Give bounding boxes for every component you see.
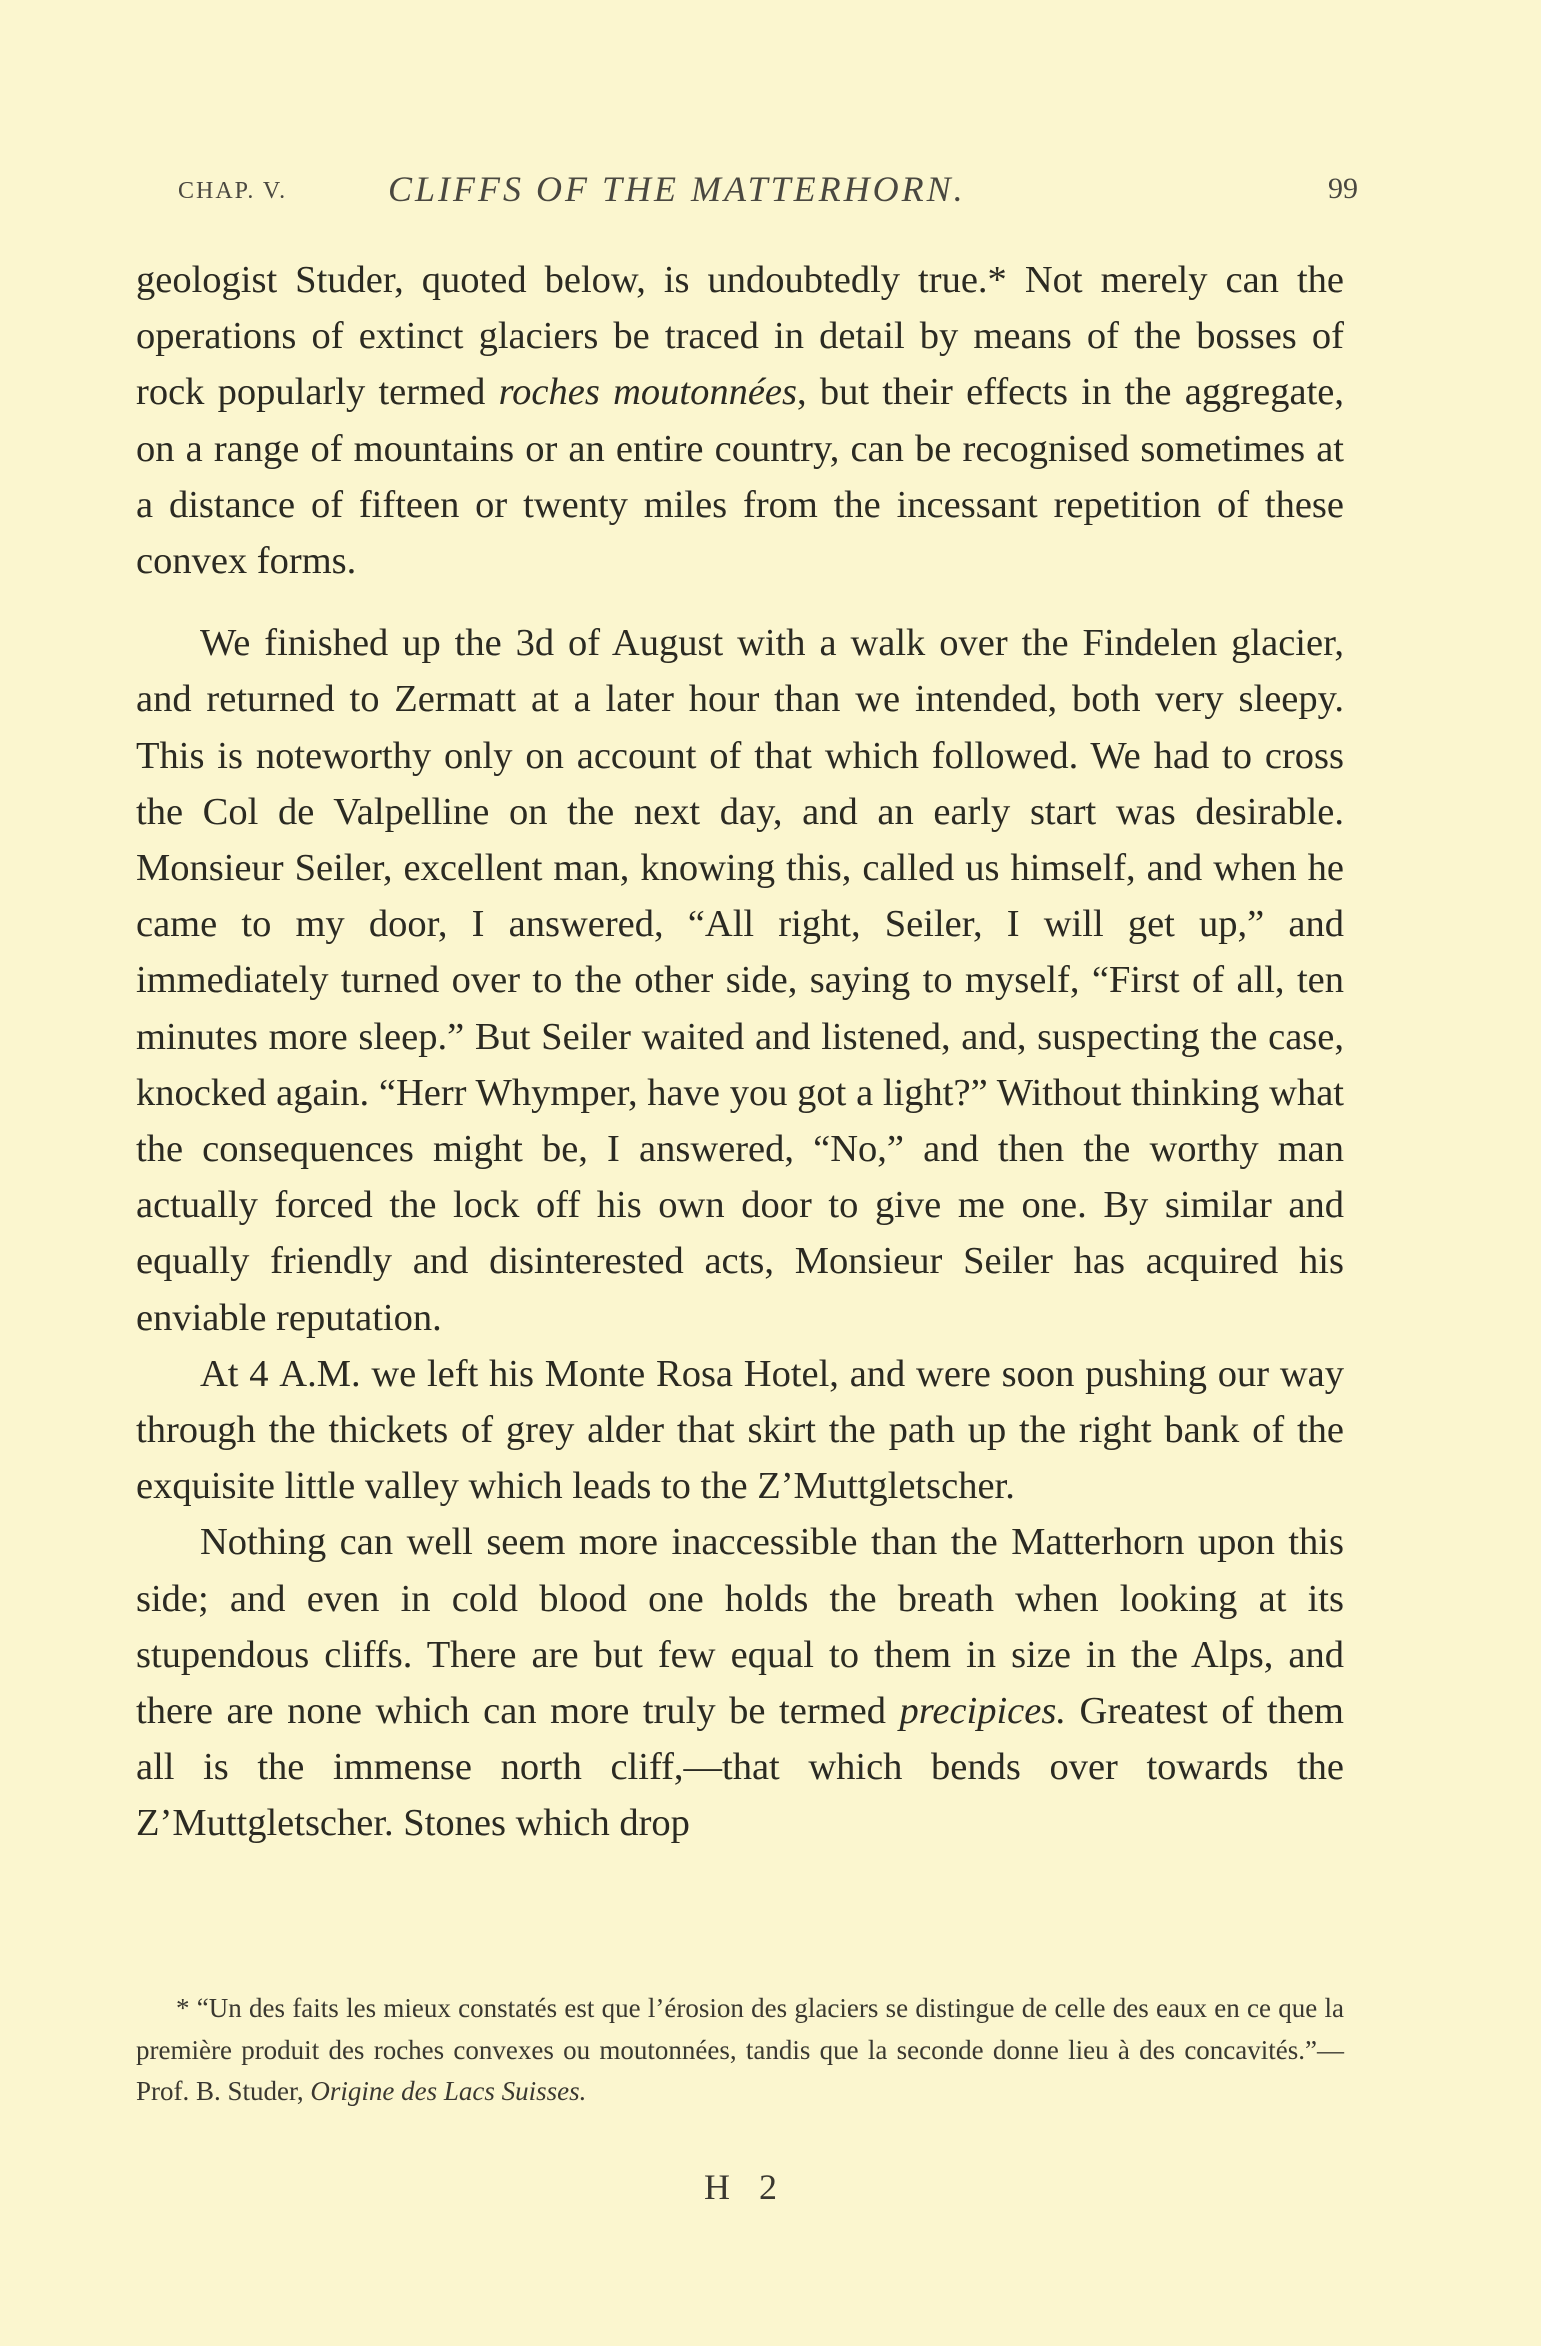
- paragraph-3-text-end: we left his Monte Rosa Hotel, and were soon pushing our way through the thickets of grey alder that skirt the path up the right bank of the exquisite little valley which leads to the Z’Muttgletscher.: [136, 1352, 1344, 1508]
- paragraph-2: We finished up the 3d of August with a walk over the Findelen glacier, and returned to Zermatt at a later hour than we intended, both very sleepy. This is noteworthy only on account of that which followed. We had to cross the Col de Valpelline on the next day, and an early start was desirable. Monsieur Seiler, excellent man, knowing this, called us himself, and when he came to my door, I answered, “All right, Seiler, I will get up,” and immediately turned over to the other side, saying to myself, “First of all, ten minutes more sleep.” But Seiler waited and listened, and, suspecting the case, knocked again. “Herr Whymper, have you got a light?” Without thinking what the consequences might be, I answered, “No,” and then the worthy man actually forced the lock off his own door to give me one. By similar and equally friendly and disinterested acts, Monsieur Seiler has acquired his enviable reputation.: [136, 622, 1344, 1339]
- body-text: [136, 252, 1344, 1852]
- running-head: [178, 168, 1358, 212]
- paragraph-4: [136, 1514, 1344, 1851]
- footnote: [136, 1988, 1344, 2113]
- paragraph-1: [136, 252, 1344, 589]
- paragraph-3: [136, 1346, 1344, 1515]
- paragraph-1-text-end: , but their effects in the aggregate, on a range of mountains or an entire country, can be recognised sometimes at a distance of fifteen or twenty miles from the incessant repetition of these convex forms.: [136, 371, 1344, 583]
- italic-term: roches moutonnées: [498, 371, 797, 414]
- paragraph-3-text: At 4: [200, 1352, 280, 1395]
- signature-mark: H 2: [704, 2167, 787, 2207]
- paragraph-1-text: geologist Studer, quoted below, is undoubtedly true.* Not merely can the operations of extinct glaciers be traced in detail by means of the bosses of rock popularly termed: [136, 259, 1344, 414]
- page-number: 99: [1328, 172, 1358, 205]
- paragraph-4-text-end: Greatest of them all is the immense north cliff,—that which bends over towards the Z’Muttgletscher. Stones which drop: [136, 1690, 1344, 1845]
- footnote-text: * “Un des faits les mieux constatés est que l’érosion des glaciers se distingue de celle des eaux en ce que la première produit des roches convexes ou moutonnées, tandis que la seconde donne lieu à des concavités.”—Prof. B. Studer,: [136, 1993, 1344, 2106]
- italic-emphasis: precipices.: [899, 1690, 1066, 1733]
- time-abbreviation: A.M.: [279, 1352, 361, 1395]
- chapter-label: CHAP. V.: [178, 178, 288, 204]
- footnote-source: Origine des Lacs Suisses.: [310, 2076, 587, 2106]
- running-title: CLIFFS OF THE MATTERHORN.: [388, 169, 966, 209]
- paragraph-4-text: Nothing can well seem more inaccessible than the Matterhorn upon this side; and even in cold blood one holds the breath when looking at its stupendous cliffs. There are but few equal to them in size in the Alps, and there are none which can more truly be termed: [136, 1521, 1344, 1733]
